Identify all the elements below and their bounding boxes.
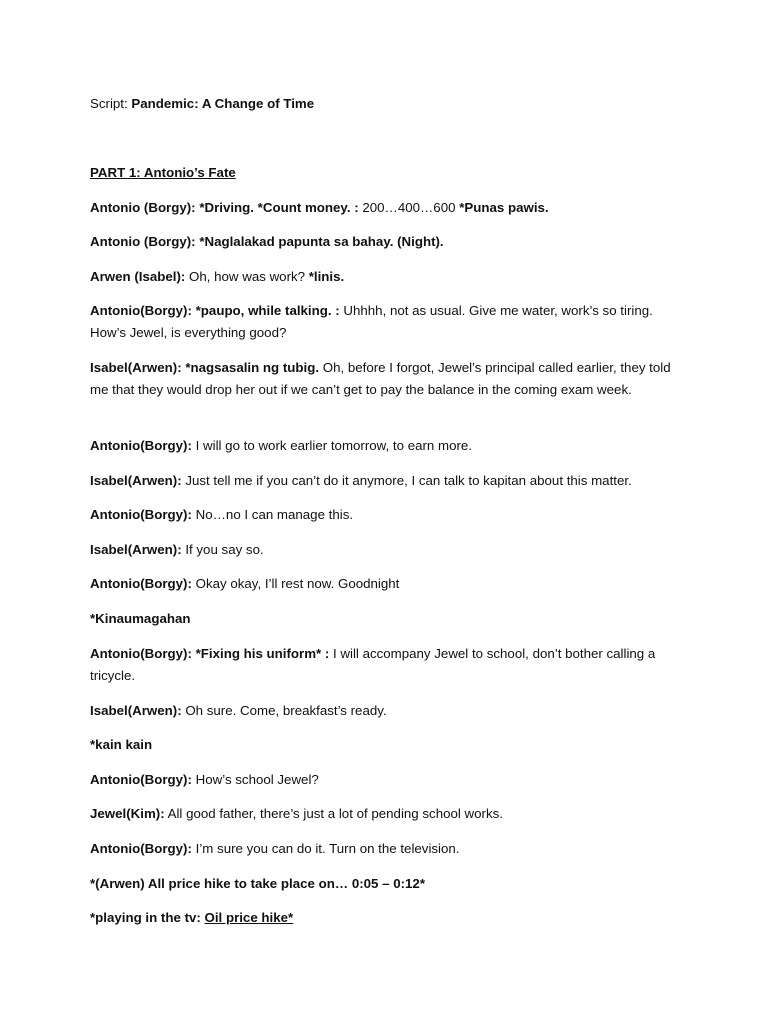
- stage-note-line: [90, 873, 680, 895]
- stage-direction: *Naglalakad papunta sa bahay. (Night).: [199, 234, 444, 249]
- dialogue: I’m sure you can do it. Turn on the television.: [195, 841, 460, 856]
- part-heading: PART 1: Antonio’s Fate: [90, 165, 236, 180]
- script-label: Script: [90, 96, 124, 111]
- dialogue: If you say so.: [185, 542, 264, 557]
- dialogue: How’s school Jewel?: [195, 772, 319, 787]
- script-line: [90, 266, 680, 288]
- tv-note-underlined: Oil price hike*: [204, 910, 294, 925]
- script-line: [90, 357, 680, 400]
- speaker: Isabel(Arwen):: [90, 542, 182, 557]
- dialogue: I will accompany Jewel to school, don’t bother calling a tricycle.: [90, 646, 656, 683]
- speaker: Isabel(Arwen):: [90, 473, 182, 488]
- speaker: Isabel(Arwen):: [90, 703, 182, 718]
- speaker: Antonio (Borgy):: [90, 234, 196, 249]
- stage-direction: *Driving. *Count money. :: [199, 200, 363, 215]
- script-line: [90, 197, 680, 219]
- speaker: Jewel(Kim):: [90, 806, 165, 821]
- tv-note-prefix: *playing in the tv:: [90, 910, 205, 925]
- speaker: Antonio(Borgy):: [90, 303, 192, 318]
- dialogue: All good father, there’s just a lot of pending school works.: [167, 806, 503, 821]
- speaker: Antonio(Borgy):: [90, 507, 192, 522]
- script-colon: :: [124, 96, 132, 111]
- script-line: [90, 504, 680, 526]
- script-line: [90, 803, 680, 825]
- dialogue: No…no I can manage this.: [195, 507, 354, 522]
- speaker: Antonio(Borgy):: [90, 772, 192, 787]
- speaker: Antonio(Borgy):: [90, 646, 192, 661]
- speaker: Antonio (Borgy):: [90, 200, 196, 215]
- dialogue: I will go to work earlier tomorrow, to earn more.: [195, 438, 473, 453]
- stage-direction: *Fixing his uniform* :: [195, 646, 334, 661]
- stage-note-line: [90, 734, 680, 756]
- script-line: [90, 573, 680, 595]
- stage-direction-2: *linis.: [308, 269, 345, 284]
- speaker: Arwen (Isabel):: [90, 269, 186, 284]
- script-title-line: [90, 93, 680, 115]
- script-line: [90, 231, 680, 253]
- script-line: [90, 300, 680, 343]
- stage-note: *Kinaumagahan: [90, 611, 191, 626]
- stage-direction: *paupo, while talking. :: [195, 303, 344, 318]
- script-line: [90, 435, 680, 457]
- dialogue: Just tell me if you can’t do it anymore, I can talk to kapitan about this matter.: [185, 473, 632, 488]
- dialogue: 200…400…600: [362, 200, 456, 215]
- script-line: [90, 539, 680, 561]
- stage-note: *(Arwen) All price hike to take place on… 0:05 – 0:12*: [90, 876, 425, 891]
- stage-direction-2: *Punas pawis.: [455, 200, 549, 215]
- stage-direction: *nagsasalin ng tubig.: [185, 360, 323, 375]
- dialogue: Oh, before I forgot, Jewel’s principal called earlier, they told me that they would drop her out if we can’t get to pay the balance in the coming exam week.: [90, 360, 671, 397]
- script-title: Pandemic: A Change of Time: [131, 96, 315, 111]
- part-heading-line: [90, 162, 680, 184]
- script-line: [90, 470, 680, 492]
- dialogue: Oh, how was work?: [189, 269, 309, 284]
- stage-note: *kain kain: [90, 737, 153, 752]
- speaker: Antonio(Borgy):: [90, 438, 192, 453]
- dialogue: Oh sure. Come, breakfast’s ready.: [185, 703, 387, 718]
- dialogue: Okay okay, I’ll rest now. Goodnight: [195, 576, 400, 591]
- script-line: [90, 700, 680, 722]
- script-line: [90, 769, 680, 791]
- speaker: Isabel(Arwen):: [90, 360, 182, 375]
- stage-note-line: [90, 608, 680, 630]
- speaker: Antonio(Borgy):: [90, 841, 192, 856]
- speaker: Antonio(Borgy):: [90, 576, 192, 591]
- tv-note-line: [90, 907, 680, 929]
- script-line: [90, 838, 680, 860]
- script-line: [90, 643, 680, 686]
- dialogue: Uhhhh, not as usual. Give me water, work’s so tiring. How’s Jewel, is everything good?: [90, 303, 653, 340]
